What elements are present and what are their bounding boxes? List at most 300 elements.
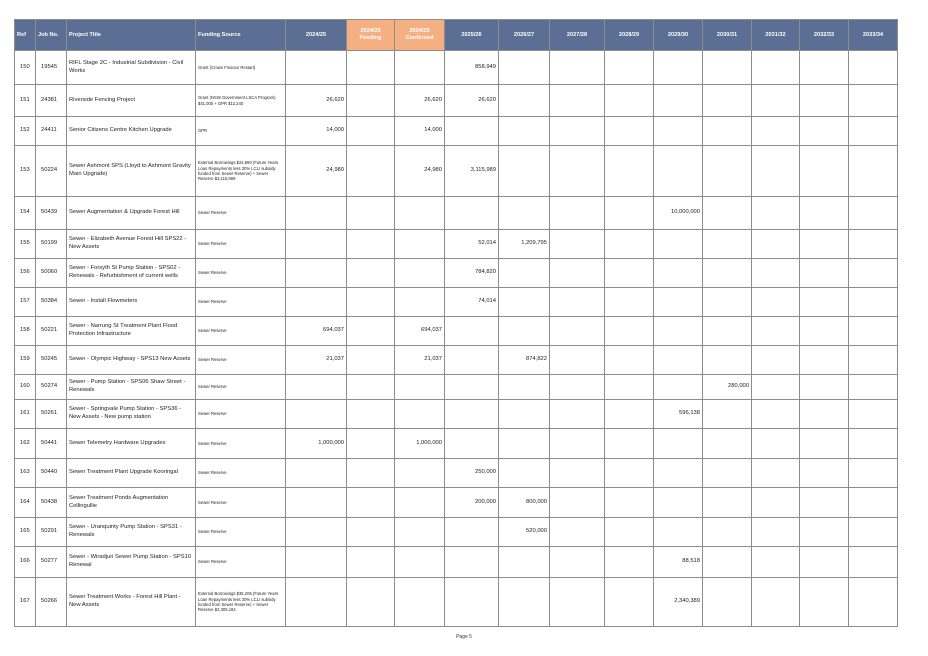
col-2024-25-pending: 2024/25 Pending — [347, 20, 395, 51]
cell-2024-25-confirmed: 14,000 — [395, 117, 445, 146]
cell-2025-26 — [445, 578, 499, 627]
cell-2028-29 — [605, 547, 654, 578]
cell-2032-33 — [800, 259, 849, 288]
cell-2030-31 — [703, 117, 752, 146]
cell-2024-25-confirmed — [395, 518, 445, 547]
cell-2025-26 — [445, 429, 499, 459]
cell-project-title: Sewer - Narrung St Treatment Plant Flood Protection Infrastructure — [67, 317, 196, 346]
cell-2032-33 — [800, 197, 849, 230]
col-2033-34: 2033/34 — [849, 20, 898, 51]
cell-2031-32 — [752, 518, 800, 547]
cell-2024-25-confirmed — [395, 230, 445, 259]
cell-2024-25-confirmed — [395, 400, 445, 429]
cell-2029-30 — [654, 117, 703, 146]
cell-2024-25-pending — [347, 346, 395, 375]
cell-2024-25-confirmed: 1,000,000 — [395, 429, 445, 459]
table-row — [15, 518, 898, 547]
cell-ref: 151 — [15, 85, 36, 117]
cell-2025-26: 784,820 — [445, 259, 499, 288]
cell-2026-27 — [499, 400, 550, 429]
cell-2027-28 — [550, 230, 605, 259]
cell-2033-34 — [849, 259, 898, 288]
cell-2029-30 — [654, 459, 703, 488]
cell-ref: 160 — [15, 375, 36, 400]
cell-2024-25-pending — [347, 459, 395, 488]
cell-2029-30 — [654, 346, 703, 375]
cell-2033-34 — [849, 117, 898, 146]
cell-2028-29 — [605, 578, 654, 627]
cell-job-number: 50199 — [36, 230, 67, 259]
cell-funding-source: Sewer Reserve — [196, 346, 286, 375]
cell-2024-25 — [286, 518, 347, 547]
cell-2033-34 — [849, 51, 898, 85]
table-row — [15, 400, 898, 429]
col-2032-33: 2032/33 — [800, 20, 849, 51]
cell-2024-25-confirmed: 21,037 — [395, 346, 445, 375]
cell-2032-33 — [800, 317, 849, 346]
cell-2033-34 — [849, 197, 898, 230]
cell-2029-30 — [654, 488, 703, 518]
cell-2024-25-pending — [347, 259, 395, 288]
cell-2031-32 — [752, 85, 800, 117]
cell-2031-32 — [752, 346, 800, 375]
cell-2029-30 — [654, 85, 703, 117]
cell-2032-33 — [800, 429, 849, 459]
col-2028-29: 2028/29 — [605, 20, 654, 51]
cell-2032-33 — [800, 518, 849, 547]
cell-2025-26 — [445, 197, 499, 230]
col-2024-25-confirmed: 2024/25 Confirmed — [395, 20, 445, 51]
cell-project-title: Sewer - Uranquinty Pump Station - SPS31 - Renewals — [67, 518, 196, 547]
cell-2033-34 — [849, 459, 898, 488]
cell-job-number: 24381 — [36, 85, 67, 117]
cell-2025-26: 3,115,989 — [445, 146, 499, 197]
cell-2027-28 — [550, 578, 605, 627]
cell-2024-25-confirmed: 26,620 — [395, 85, 445, 117]
cell-job-number: 50060 — [36, 259, 67, 288]
cell-2029-30 — [654, 146, 703, 197]
table-row — [15, 288, 898, 317]
col-2029-30: 2029/30 — [654, 20, 703, 51]
cell-2024-25-pending — [347, 578, 395, 627]
cell-2029-30 — [654, 518, 703, 547]
cell-2028-29 — [605, 429, 654, 459]
cell-funding-source: External Borrowings $24,980 (Future Years Loan Repayments less 30% LCLI subsidy funded from Sewer Reserve) + Sewer Reserve $3,115,989 — [196, 146, 286, 197]
cell-2028-29 — [605, 375, 654, 400]
cell-2031-32 — [752, 230, 800, 259]
cell-2030-31 — [703, 346, 752, 375]
cell-2024-25-confirmed: 24,980 — [395, 146, 445, 197]
table-row — [15, 488, 898, 518]
table-row — [15, 578, 898, 627]
cell-ref: 153 — [15, 146, 36, 197]
col-funding: Funding Source — [196, 20, 286, 51]
cell-2026-27 — [499, 117, 550, 146]
cell-2025-26 — [445, 346, 499, 375]
cell-ref: 164 — [15, 488, 36, 518]
cell-2033-34 — [849, 429, 898, 459]
table-row — [15, 51, 898, 85]
col-2025-26: 2025/26 — [445, 20, 499, 51]
cell-job-number: 50274 — [36, 375, 67, 400]
cell-2027-28 — [550, 488, 605, 518]
table-row — [15, 547, 898, 578]
table-row — [15, 230, 898, 259]
cell-2024-25-pending — [347, 117, 395, 146]
cell-2024-25-pending — [347, 488, 395, 518]
cell-job-number: 50266 — [36, 578, 67, 627]
cell-2028-29 — [605, 400, 654, 429]
cell-2026-27: 520,000 — [499, 518, 550, 547]
cell-2032-33 — [800, 547, 849, 578]
cell-2024-25-pending — [347, 547, 395, 578]
cell-2024-25 — [286, 578, 347, 627]
cell-2029-30: 10,000,000 — [654, 197, 703, 230]
cell-job-number: 19545 — [36, 51, 67, 85]
cell-2026-27 — [499, 85, 550, 117]
cell-2024-25-pending — [347, 146, 395, 197]
cell-2024-25-confirmed: 694,037 — [395, 317, 445, 346]
table-row — [15, 429, 898, 459]
cell-2031-32 — [752, 400, 800, 429]
cell-2024-25 — [286, 51, 347, 85]
cell-2033-34 — [849, 146, 898, 197]
cell-2025-26: 858,949 — [445, 51, 499, 85]
cell-2030-31 — [703, 488, 752, 518]
cell-2028-29 — [605, 146, 654, 197]
cell-funding-source: Sewer Reserve — [196, 288, 286, 317]
cell-ref: 154 — [15, 197, 36, 230]
cell-2024-25-confirmed — [395, 259, 445, 288]
cell-project-title: RIFL Stage 2C - Industrial Subdivision - Civil Works — [67, 51, 196, 85]
cell-2027-28 — [550, 288, 605, 317]
cell-2024-25-pending — [347, 518, 395, 547]
cell-2033-34 — [849, 488, 898, 518]
col-2026-27: 2026/27 — [499, 20, 550, 51]
cell-2030-31 — [703, 51, 752, 85]
cell-project-title: Sewer - Forsyth St Pump Station - SPS02 - Renewals - Refurbishment of current wells — [67, 259, 196, 288]
cell-2029-30 — [654, 429, 703, 459]
table-row — [15, 85, 898, 117]
col-2024-25: 2024/25 — [286, 20, 347, 51]
cell-2032-33 — [800, 400, 849, 429]
cell-2033-34 — [849, 518, 898, 547]
cell-2024-25-confirmed — [395, 375, 445, 400]
cell-2024-25 — [286, 259, 347, 288]
cell-2031-32 — [752, 51, 800, 85]
table-row — [15, 197, 898, 230]
cell-ref: 155 — [15, 230, 36, 259]
cell-2033-34 — [849, 375, 898, 400]
cell-2024-25 — [286, 459, 347, 488]
col-2027-28: 2027/28 — [550, 20, 605, 51]
cell-2029-30: 2,340,389 — [654, 578, 703, 627]
cell-ref: 159 — [15, 346, 36, 375]
cell-2033-34 — [849, 317, 898, 346]
cell-2029-30 — [654, 375, 703, 400]
cell-2033-34 — [849, 346, 898, 375]
cell-project-title: Sewer Treatment Ponds Augmentation Collingullie — [67, 488, 196, 518]
cell-2028-29 — [605, 317, 654, 346]
cell-funding-source: Sewer Reserve — [196, 547, 286, 578]
cell-2027-28 — [550, 197, 605, 230]
cell-job-number: 50221 — [36, 317, 67, 346]
cell-2031-32 — [752, 429, 800, 459]
cell-funding-source: Sewer Reserve — [196, 317, 286, 346]
cell-2024-25-pending — [347, 288, 395, 317]
cell-2031-32 — [752, 117, 800, 146]
cell-project-title: Sewer - Springvale Pump Station - SPS36 - New Assets - New pump station — [67, 400, 196, 429]
cell-2027-28 — [550, 547, 605, 578]
header-row — [15, 20, 898, 51]
cell-2032-33 — [800, 578, 849, 627]
cell-funding-source: Sewer Reserve — [196, 518, 286, 547]
cell-2024-25-confirmed — [395, 488, 445, 518]
cell-ref: 158 — [15, 317, 36, 346]
cell-2030-31 — [703, 429, 752, 459]
cell-2025-26: 52,014 — [445, 230, 499, 259]
cell-2028-29 — [605, 85, 654, 117]
cell-job-number: 50291 — [36, 518, 67, 547]
cell-2024-25-pending — [347, 375, 395, 400]
cell-2024-25-pending — [347, 51, 395, 85]
cell-2031-32 — [752, 578, 800, 627]
cell-2024-25-pending — [347, 429, 395, 459]
cell-2024-25: 14,000 — [286, 117, 347, 146]
cell-2028-29 — [605, 346, 654, 375]
cell-2029-30 — [654, 230, 703, 259]
col-title: Project Title — [67, 20, 196, 51]
cell-2024-25: 24,980 — [286, 146, 347, 197]
cell-2032-33 — [800, 117, 849, 146]
cell-2024-25 — [286, 197, 347, 230]
cell-job-number: 50224 — [36, 146, 67, 197]
capital-works-table — [14, 19, 898, 627]
cell-2028-29 — [605, 459, 654, 488]
cell-2025-26 — [445, 117, 499, 146]
cell-2027-28 — [550, 518, 605, 547]
cell-2024-25-confirmed — [395, 288, 445, 317]
cell-2026-27 — [499, 547, 550, 578]
cell-2024-25: 26,620 — [286, 85, 347, 117]
cell-2030-31 — [703, 85, 752, 117]
cell-funding-source: Sewer Reserve — [196, 429, 286, 459]
cell-2026-27 — [499, 259, 550, 288]
cell-2026-27 — [499, 51, 550, 85]
cell-job-number: 50245 — [36, 346, 67, 375]
cell-2032-33 — [800, 488, 849, 518]
cell-2027-28 — [550, 85, 605, 117]
cell-ref: 156 — [15, 259, 36, 288]
cell-2024-25-confirmed — [395, 51, 445, 85]
cell-2024-25: 21,037 — [286, 346, 347, 375]
cell-ref: 161 — [15, 400, 36, 429]
cell-ref: 162 — [15, 429, 36, 459]
cell-2028-29 — [605, 117, 654, 146]
cell-job-number: 50439 — [36, 197, 67, 230]
cell-project-title: Sewer Treatment Works - Forest Hill Plant - New Assets — [67, 578, 196, 627]
cell-2029-30: 596,138 — [654, 400, 703, 429]
cell-2032-33 — [800, 346, 849, 375]
cell-2031-32 — [752, 459, 800, 488]
cell-2026-27 — [499, 375, 550, 400]
cell-2027-28 — [550, 400, 605, 429]
cell-2030-31: 280,000 — [703, 375, 752, 400]
col-2031-32: 2031/32 — [752, 20, 800, 51]
cell-2025-26 — [445, 400, 499, 429]
cell-2024-25: 1,000,000 — [286, 429, 347, 459]
cell-job-number: 24411 — [36, 117, 67, 146]
cell-funding-source: Grant (NSW Government LSCA Program) $41,000 + GPR $12,240 — [196, 85, 286, 117]
cell-2024-25-pending — [347, 400, 395, 429]
cell-2027-28 — [550, 259, 605, 288]
cell-2024-25: 694,037 — [286, 317, 347, 346]
cell-2027-28 — [550, 375, 605, 400]
cell-2024-25 — [286, 488, 347, 518]
cell-2029-30 — [654, 51, 703, 85]
cell-2030-31 — [703, 288, 752, 317]
cell-2030-31 — [703, 317, 752, 346]
cell-project-title: Sewer Telemetry Hardware Upgrades — [67, 429, 196, 459]
cell-2031-32 — [752, 547, 800, 578]
table-row — [15, 459, 898, 488]
cell-2031-32 — [752, 197, 800, 230]
cell-2033-34 — [849, 578, 898, 627]
cell-job-number: 50384 — [36, 288, 67, 317]
cell-2027-28 — [550, 146, 605, 197]
cell-funding-source: GPR — [196, 117, 286, 146]
cell-project-title: Sewer Ashmont SPS (Lloyd to Ashmont Gravity Main Upgrade) — [67, 146, 196, 197]
cell-2030-31 — [703, 197, 752, 230]
cell-job-number: 50441 — [36, 429, 67, 459]
cell-funding-source: Sewer Reserve — [196, 230, 286, 259]
cell-ref: 163 — [15, 459, 36, 488]
cell-2024-25 — [286, 547, 347, 578]
cell-2032-33 — [800, 288, 849, 317]
cell-ref: 150 — [15, 51, 36, 85]
cell-job-number: 50440 — [36, 459, 67, 488]
cell-2025-26: 26,620 — [445, 85, 499, 117]
cell-2028-29 — [605, 288, 654, 317]
cell-2026-27 — [499, 288, 550, 317]
cell-2032-33 — [800, 146, 849, 197]
cell-2024-25 — [286, 400, 347, 429]
cell-2025-26: 200,000 — [445, 488, 499, 518]
cell-funding-source: Grant (Crown Finance Restart) — [196, 51, 286, 85]
cell-2025-26 — [445, 375, 499, 400]
cell-2025-26 — [445, 518, 499, 547]
cell-project-title: Riverside Fencing Project — [67, 85, 196, 117]
cell-project-title: Senior Citizens Centre Kitchen Upgrade — [67, 117, 196, 146]
cell-2030-31 — [703, 547, 752, 578]
cell-2025-26: 74,014 — [445, 288, 499, 317]
cell-2033-34 — [849, 400, 898, 429]
cell-2031-32 — [752, 317, 800, 346]
cell-2024-25-pending — [347, 85, 395, 117]
cell-2027-28 — [550, 317, 605, 346]
cell-2027-28 — [550, 346, 605, 375]
cell-2025-26 — [445, 547, 499, 578]
cell-2024-25 — [286, 230, 347, 259]
cell-2033-34 — [849, 547, 898, 578]
table-row — [15, 317, 898, 346]
col-ref: Ref — [15, 20, 36, 51]
cell-2028-29 — [605, 230, 654, 259]
cell-job-number: 50438 — [36, 488, 67, 518]
cell-2028-29 — [605, 51, 654, 85]
cell-2032-33 — [800, 85, 849, 117]
cell-2027-28 — [550, 117, 605, 146]
table-row — [15, 117, 898, 146]
cell-2028-29 — [605, 259, 654, 288]
cell-2029-30 — [654, 317, 703, 346]
cell-2028-29 — [605, 197, 654, 230]
cell-2031-32 — [752, 259, 800, 288]
cell-2026-27 — [499, 317, 550, 346]
cell-2027-28 — [550, 51, 605, 85]
cell-2026-27: 800,000 — [499, 488, 550, 518]
cell-ref: 157 — [15, 288, 36, 317]
cell-2024-25-confirmed — [395, 578, 445, 627]
cell-project-title: Sewer - Pump Station - SPS06 Shaw Street - Renewals — [67, 375, 196, 400]
table-row — [15, 259, 898, 288]
cell-2030-31 — [703, 400, 752, 429]
cell-project-title: Sewer Augmentation & Upgrade Forest Hill — [67, 197, 196, 230]
cell-2031-32 — [752, 375, 800, 400]
table-row — [15, 375, 898, 400]
cell-funding-source: External Borrowings $35,205 (Future Years Loan Repayments less 30% LCLI subsidy funded from Sewer Reserve) + Sewer Reserve $2,305,184 — [196, 578, 286, 627]
cell-2033-34 — [849, 288, 898, 317]
cell-2033-34 — [849, 85, 898, 117]
cell-2032-33 — [800, 230, 849, 259]
cell-2030-31 — [703, 230, 752, 259]
cell-2030-31 — [703, 459, 752, 488]
cell-2027-28 — [550, 459, 605, 488]
cell-2029-30 — [654, 259, 703, 288]
cell-2031-32 — [752, 488, 800, 518]
cell-2027-28 — [550, 429, 605, 459]
cell-2024-25-confirmed — [395, 197, 445, 230]
cell-funding-source: Sewer Reserve — [196, 488, 286, 518]
cell-2026-27: 874,822 — [499, 346, 550, 375]
cell-2026-27 — [499, 578, 550, 627]
cell-job-number: 50261 — [36, 400, 67, 429]
cell-2024-25-pending — [347, 317, 395, 346]
cell-2030-31 — [703, 259, 752, 288]
cell-project-title: Sewer - Install Flowmeters — [67, 288, 196, 317]
cell-2026-27 — [499, 197, 550, 230]
cell-2026-27 — [499, 146, 550, 197]
cell-2026-27 — [499, 459, 550, 488]
cell-2024-25 — [286, 375, 347, 400]
table-row — [15, 146, 898, 197]
cell-2026-27: 1,209,795 — [499, 230, 550, 259]
cell-2026-27 — [499, 429, 550, 459]
page-number: Page 5 — [456, 634, 472, 640]
cell-2029-30: 88,518 — [654, 547, 703, 578]
col-2030-31: 2030/31 — [703, 20, 752, 51]
cell-project-title: Sewer - Wiradjuri Sewer Pump Station - SPS10 Renewal — [67, 547, 196, 578]
cell-project-title: Sewer Treatment Plant Upgrade Kooringal — [67, 459, 196, 488]
cell-2025-26: 250,000 — [445, 459, 499, 488]
cell-2032-33 — [800, 459, 849, 488]
cell-funding-source: Sewer Reserve — [196, 259, 286, 288]
cell-ref: 152 — [15, 117, 36, 146]
col-job: Job No. — [36, 20, 67, 51]
cell-2024-25-pending — [347, 197, 395, 230]
cell-ref: 167 — [15, 578, 36, 627]
cell-funding-source: Sewer Reserve — [196, 459, 286, 488]
